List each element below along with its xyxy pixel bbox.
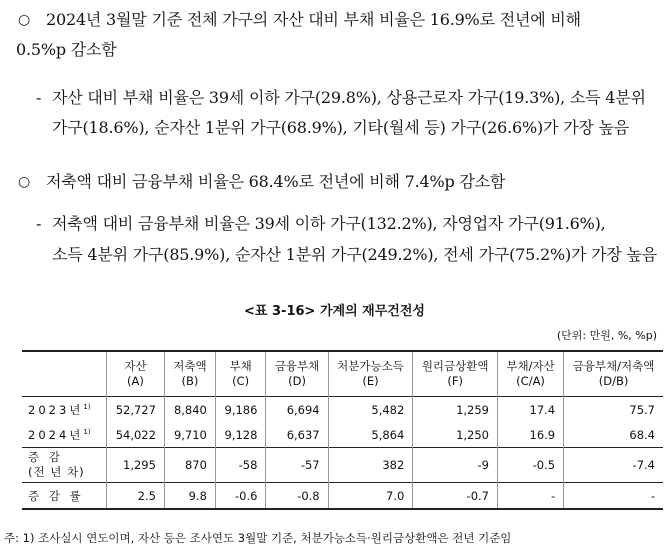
table-cell: -0.8 (266, 483, 328, 510)
row-label-2024: 2024년$^{1)}$ (28, 427, 91, 442)
paragraph-2-line-1: 자산 대비 부채 비율은 39세 이하 가구(29.8%), 상용근로자 가구(19.3%), 소득 4분위 (52, 88, 646, 107)
table-cell: 54,022 (107, 422, 165, 448)
table-cell: 382 (328, 448, 413, 483)
row-label-change-rate: 증 감 률 (28, 488, 84, 503)
table-cell: 1,250 (413, 422, 498, 448)
paragraph-1-line-1: 2024년 3월말 기준 전체 가구의 자산 대비 부채 비율은 16.9%로 전년에 비해 (46, 10, 581, 29)
header-cell: 부채/자산 (C/A) (498, 351, 564, 397)
table-cell: 8,840 (164, 397, 215, 423)
table-row (22, 422, 663, 448)
table-row (22, 397, 663, 423)
table-row (22, 448, 663, 483)
financial-soundness-table (22, 350, 663, 510)
table-cell: -57 (266, 448, 328, 483)
table-row (22, 483, 663, 510)
table-cell: 7.0 (328, 483, 413, 510)
header-cell: 금융부채 (D) (266, 351, 328, 397)
table-cell: - (564, 483, 663, 510)
table-cell: 2.5 (107, 483, 165, 510)
header-cell: 부채 (C) (215, 351, 266, 397)
circle-bullet: ○ (18, 12, 31, 28)
header-cell: 원리금상환액 (F) (413, 351, 498, 397)
table-caption: <표 3-16> 가계의 재무건전성 (244, 304, 425, 319)
table-unit: (단위: 만원, %, %p) (556, 329, 657, 342)
table-cell: 16.9 (498, 422, 564, 448)
row-label-change: 증 감 (전 년 차) (28, 450, 85, 479)
header-cell: 자산 (A) (107, 351, 165, 397)
table-cell: 5,482 (328, 397, 413, 423)
table-cell: 68.4 (564, 422, 663, 448)
paragraph-1-line-2: 0.5%p 감소함 (16, 40, 117, 59)
table-cell: -7.4 (564, 448, 663, 483)
table-cell: 17.4 (498, 397, 564, 423)
table-cell: 5,864 (328, 422, 413, 448)
table-cell: -0.6 (215, 483, 266, 510)
table-cell: 75.7 (564, 397, 663, 423)
table-cell: 52,727 (107, 397, 165, 423)
header-cell: 저축액 (B) (164, 351, 215, 397)
table-cell: -58 (215, 448, 266, 483)
paragraph-4-line-1: 저축액 대비 금융부채 비율은 39세 이하 가구(132.2%), 자영업자 가구(91.6%), (52, 214, 606, 233)
circle-bullet: ○ (18, 174, 31, 190)
table-cell: 9,710 (164, 422, 215, 448)
table-footnote: 주: 1) 조사실시 연도이며, 자산 등은 조사연도 3월말 기준, 처분가능소득·원리금상환액은 전년 기준임 (4, 531, 512, 545)
table-cell: 9,186 (215, 397, 266, 423)
table-cell: 6,637 (266, 422, 328, 448)
row-label-2023: 2023년$^{1)}$ (28, 402, 91, 417)
table-cell: 9,128 (215, 422, 266, 448)
dash-bullet: - (36, 88, 42, 107)
table-cell: -0.5 (498, 448, 564, 483)
table-cell: 9.8 (164, 483, 215, 510)
table-header-row (22, 351, 663, 397)
table-cell: 6,694 (266, 397, 328, 423)
table-cell: 1,295 (107, 448, 165, 483)
table-cell: -9 (413, 448, 498, 483)
table-cell: 870 (164, 448, 215, 483)
table-cell: - (498, 483, 564, 510)
table-cell: -0.7 (413, 483, 498, 510)
paragraph-2-line-2: 가구(18.6%), 순자산 1분위 가구(68.9%), 기타(월세 등) 가구(26.6%)가 가장 높음 (52, 118, 630, 137)
paragraph-3-line-1: 저축액 대비 금융부채 비율은 68.4%로 전년에 비해 7.4%p 감소함 (46, 172, 506, 191)
dash-bullet: - (36, 214, 42, 233)
table-cell: 1,259 (413, 397, 498, 423)
header-cell: 처분가능소득 (E) (328, 351, 413, 397)
header-cell: 금융부채/저축액 (D/B) (564, 351, 663, 397)
paragraph-4-line-2: 소득 4분위 가구(85.9%), 순자산 1분위 가구(249.2%), 전세 가구(75.2%)가 가장 높음 (52, 245, 658, 264)
header-corner (22, 351, 107, 397)
